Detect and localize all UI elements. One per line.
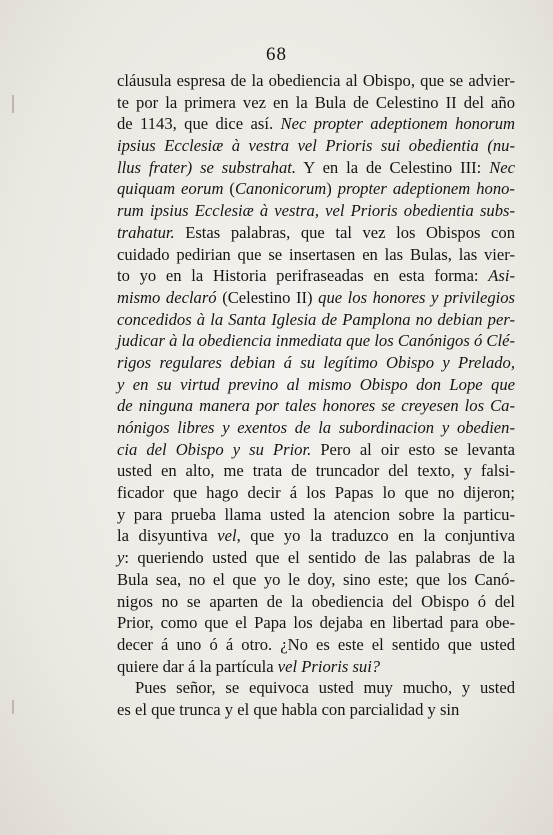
text-line: Pues señor, se equivoca usted muy mucho, y usted bbox=[135, 678, 515, 698]
text-line: cuidado pedirian que se insertasen en las Bulas, las vier- bbox=[117, 244, 515, 264]
text-line: trahatur. Estas palabras, que tal vez los Obispos con bbox=[117, 222, 515, 242]
text-line: mismo declaró (Celestino II) que los honores y privilegios bbox=[117, 287, 515, 307]
text-line: y: queriendo usted que el sentido de las palabras de la bbox=[117, 548, 515, 568]
text-line: de 1143, que dice así. Nec propter adeptionem honorum bbox=[117, 114, 515, 134]
page-edge-mark bbox=[12, 700, 14, 714]
text-line: quiere dar á la partícula vel Prioris sui? bbox=[117, 656, 381, 676]
text-line: ipsius Ecclesiæ à vestra vel Prioris sui obedientia (nu- bbox=[117, 136, 515, 156]
text-line: judicar à la obediencia inmediata que los Canónigos ó Clé- bbox=[117, 331, 515, 351]
text-line: nónigos libres y exentos de la subordinacion y obedien- bbox=[117, 418, 515, 437]
text-line: llus frater) se substrahat. Y en la de Celestino III: Nec bbox=[117, 157, 515, 177]
text-line: rum ipsius Ecclesiæ à vestra, vel Prioris obedientia subs- bbox=[117, 201, 515, 221]
text-line: te por la primera vez en la Bula de Celestino II del año bbox=[117, 92, 515, 112]
text-line: cia del Obispo y su Prior. Pero al oir esto se levanta bbox=[117, 439, 515, 459]
text-line: la disyuntiva vel, que yo la traduzco en la conjuntiva bbox=[117, 526, 515, 546]
text-line: nigos no se aparten de la obediencia del Obispo ó del bbox=[117, 591, 515, 611]
text-line: usted en alto, me trata de truncador del texto, y falsi- bbox=[117, 461, 515, 481]
text-line: concedidos à la Santa Iglesia de Pamplona no debian per- bbox=[117, 309, 515, 329]
body-text bbox=[117, 70, 515, 721]
text-line: to yo en la Historia perifraseadas en esta forma: Asi- bbox=[117, 266, 515, 286]
text-line: y en su virtud previno al mismo Obispo don Lope que bbox=[117, 374, 515, 394]
text-line: rigos regulares debian á su legítimo Obispo y Prelado, bbox=[117, 352, 515, 372]
text-line: cláusula espresa de la obediencia al Obispo, que se advier- bbox=[117, 71, 515, 90]
text-line: es el que trunca y el que habla con parcialidad y sin bbox=[117, 699, 460, 719]
text-line: y para prueba llama usted la atencion sobre la particu- bbox=[117, 504, 515, 524]
text-line: de ninguna manera por tales honores se creyesen los Ca- bbox=[117, 396, 515, 416]
page-edge-mark bbox=[12, 95, 14, 113]
text-line: decer á uno ó á otro. ¿No es este el sentido que usted bbox=[117, 634, 515, 654]
text-line: ficador que hago decir á los Papas lo que no dijeron; bbox=[117, 483, 515, 503]
text-line: quiquam eorum (Canonicorum) propter adeptionem hono- bbox=[117, 179, 515, 199]
page-number: 68 bbox=[266, 44, 287, 65]
text-line: Prior, como que el Papa los dejaba en libertad para obe- bbox=[117, 613, 515, 633]
text-line: Bula sea, no el que yo le doy, sino este; que los Canó- bbox=[117, 569, 515, 589]
